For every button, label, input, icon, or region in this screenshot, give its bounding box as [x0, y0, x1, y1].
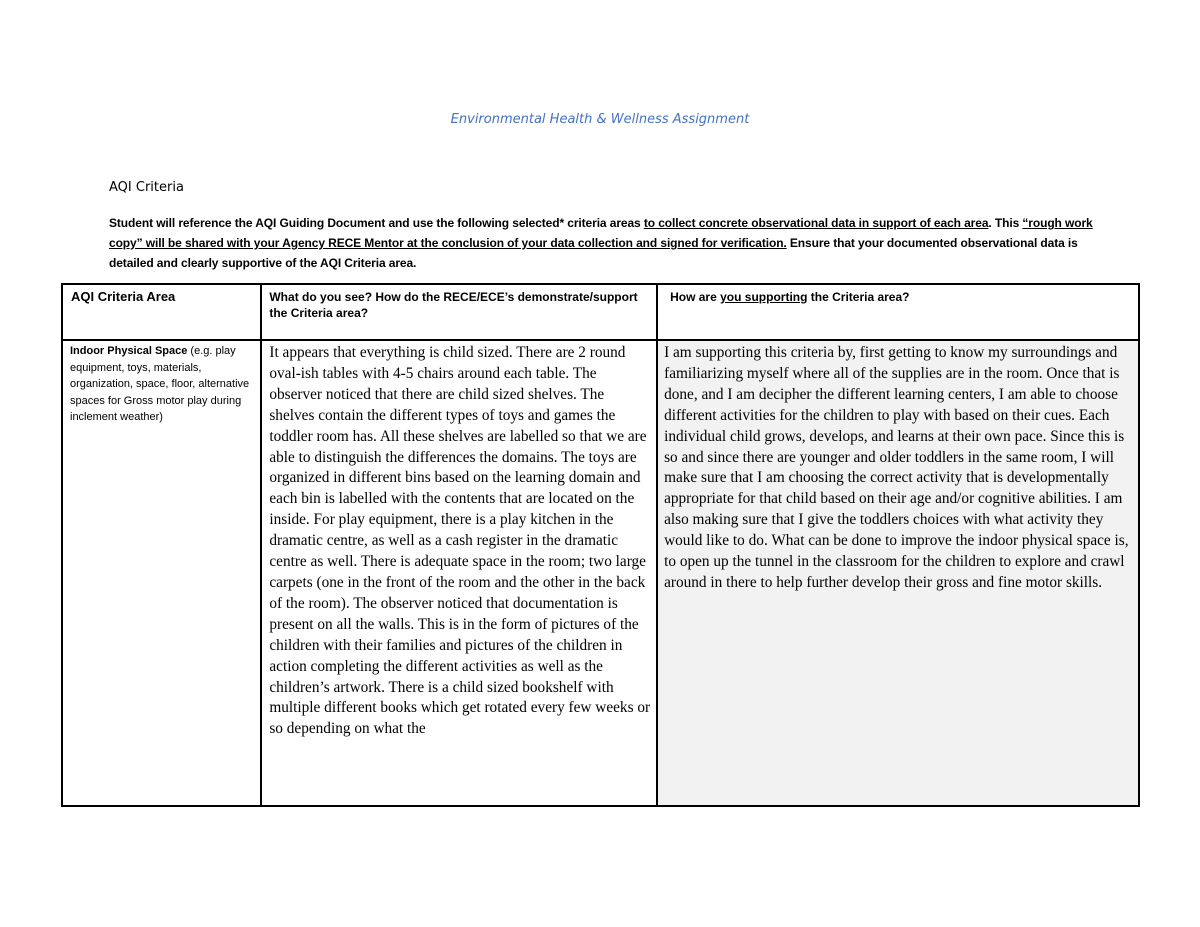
- criteria-area-cell: [62, 340, 261, 806]
- table-header-row: [62, 284, 1139, 340]
- support-cell[interactable]: [657, 340, 1139, 806]
- header-criteria-area-label: AQI Criteria Area: [71, 289, 176, 304]
- header-how-supporting-prefix: How are: [670, 290, 721, 304]
- header-how-supporting-underlined: you supporting: [720, 290, 808, 304]
- table-row: [62, 340, 1139, 806]
- header-how-supporting-label: [658, 285, 1138, 305]
- header-how-supporting: [657, 284, 1139, 340]
- section-heading: AQI Criteria: [109, 180, 184, 195]
- instructions-paragraph: [109, 213, 1109, 273]
- document-title: Environmental Health & Wellness Assignment: [450, 112, 750, 127]
- instructions-text-2: . This: [988, 216, 1023, 230]
- header-what-do-you-see-label: What do you see? How do the RECE/ECE’s demonstrate/support the Criteria area?: [269, 290, 638, 320]
- criteria-area-text: [63, 341, 260, 426]
- observation-cell[interactable]: [261, 340, 657, 806]
- instructions-text-1: Student will reference the AQI Guiding Document and use the following selected* criteria areas: [109, 216, 644, 230]
- header-criteria-area: [62, 284, 261, 340]
- instructions-underlined-1: to collect concrete observational data in support of each area: [643, 216, 989, 230]
- instructions-underlined-2: “rough work copy” will be shared with your Agency RECE Mentor at the conclusion of your data collection and signed for verification.: [109, 216, 1093, 250]
- criteria-table: [61, 283, 1140, 807]
- header-how-supporting-suffix: the Criteria area?: [807, 290, 910, 304]
- criteria-area-title: Indoor Physical Space: [70, 345, 188, 357]
- observation-text[interactable]: It appears that everything is child sized. There are 2 round oval-ish tables with 4-5 chairs around each table. The observer noticed that there are child sized shelves. The shelves contain the different types of toys and games the toddler room has. All these shelves are labelled so that we are able to distinguish the differences the domains. The toys are organized in different bins based on the learning domain and each bin is labelled with the contents that are located on the inside. For play equipment, there is a play kitchen in the dramatic centre, as well as a cash register in the dramatic centre as well. There is adequate space in the room; two large carpets (one in the front of the room and the other in the back of the room). The observer noticed that documentation is present on all the walls. This is in the form of pictures of the children with their families and pictures of the children in action completing the different activities as well as the children’s artwork. There is a child sized bookshelf with multiple different books which get rotated every few weeks or so depending on what the: [269, 344, 651, 738]
- criteria-area-detail: (e.g. play equipment, toys, materials, organization, space, floor, alternative spaces for Gross motor play during inclement weather): [70, 345, 250, 423]
- instructions-text-3: Ensure that your documented observational data is detailed and clearly supportive of the AQI Criteria area.: [109, 236, 1078, 270]
- header-what-do-you-see: [261, 284, 657, 340]
- support-text[interactable]: I am supporting this criteria by, first getting to know my surroundings and familiarizing myself where all of the supplies are in the room. Once that is done, and I am decipher the different learning centers, I am able to choose different activities for the children to play with based on their cues. Each individual child grows, develops, and learns at their own pace. Since this is so and since there are younger and older toddlers in the same room, I will make sure that I am choosing the correct activity that is developmentally appropriate for that child based on their age and/or cognitive abilities. I am also making sure that I give the toddlers choices with what activity they would like to do. What can be done to improve the indoor physical space is, to open up the tunnel in the classroom for the children to explore and crawl around in there to help further develop their gross and fine motor skills.: [664, 344, 1129, 591]
